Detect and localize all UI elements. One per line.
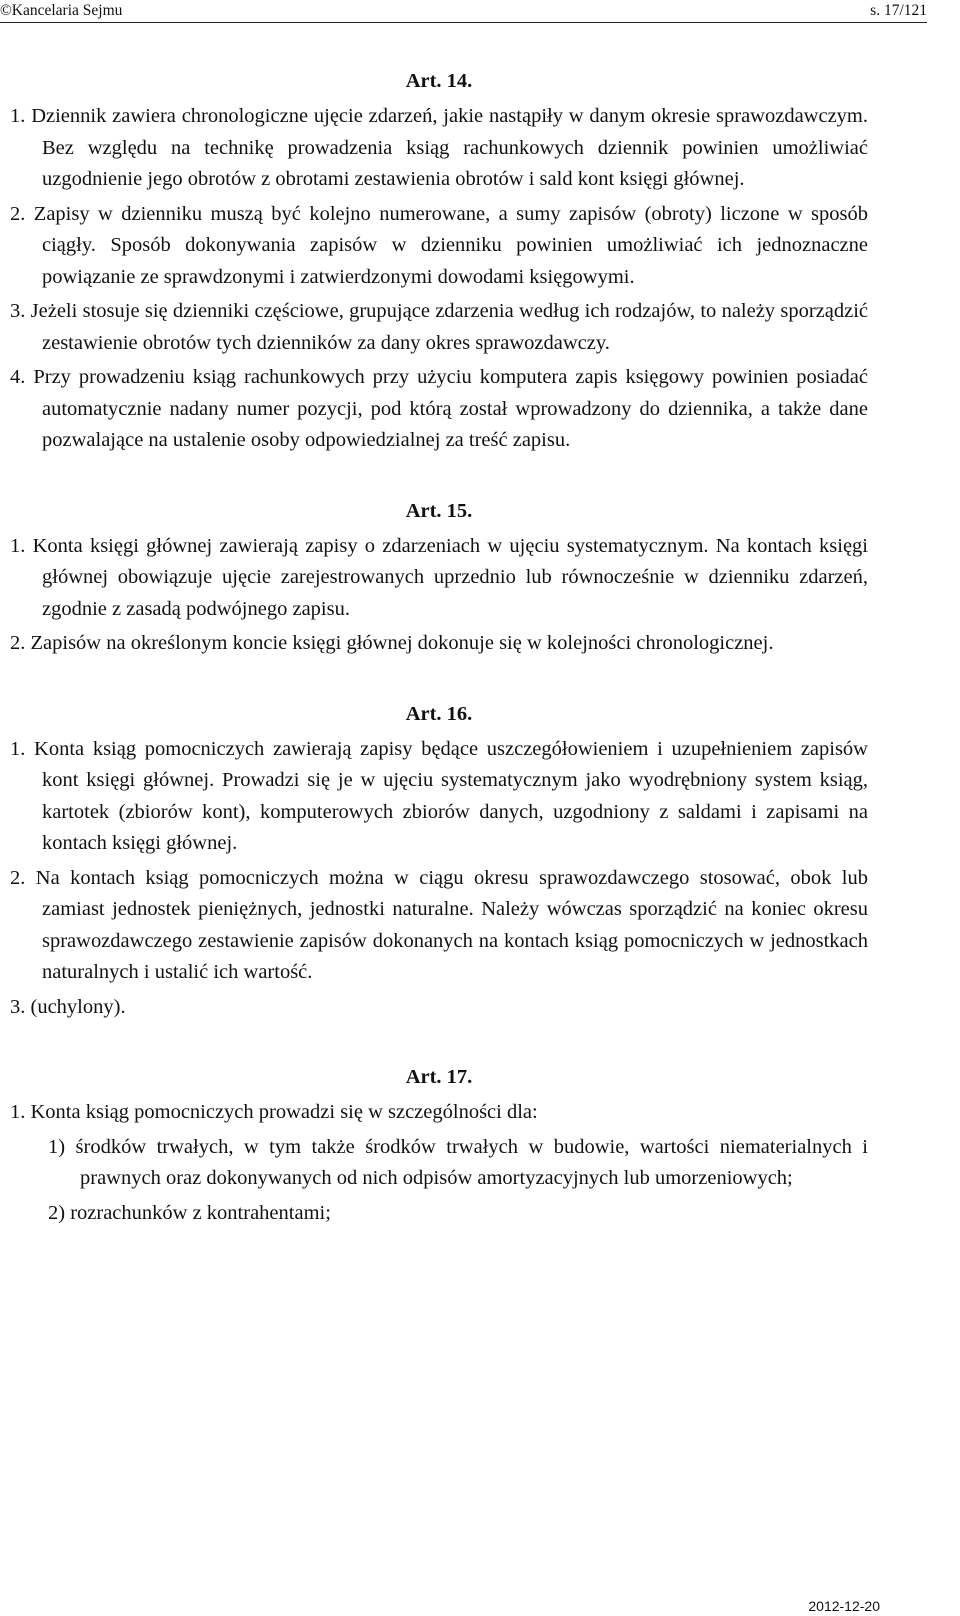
article-gap <box>10 460 868 496</box>
article-title: Art. 14. <box>405 70 473 92</box>
article-gap <box>10 663 868 699</box>
article-gap <box>10 1026 868 1062</box>
paragraph: 1. Konta księgi głównej zawierają zapisy o zdarzeniach w ujęciu systematycznym. Na kontach księgi głównej obowiązuje ujęcie zarejestrowanych uprzednio lub równocześnie w dzienniku zdarzeń, zgodnie z zasadą podwójnego zapisu. <box>10 534 868 620</box>
article-16 <box>10 699 868 1024</box>
header-rule <box>0 22 927 23</box>
article-title: Art. 16. <box>405 702 473 725</box>
article-title: Art. 15. <box>405 499 473 522</box>
article-17 <box>10 1062 868 1229</box>
paragraph: 1. Konta ksiąg pomocniczych prowadzi się w szczególności dla: <box>10 1101 538 1123</box>
article-15 <box>10 496 868 660</box>
footer-date: 2012-12-20 <box>808 1598 880 1614</box>
list-item: 2) rozrachunków z kontrahentami; <box>48 1201 331 1224</box>
list-item: 1) środków trwałych, w tym także środków trwałych w budowie, wartości niematerialnych i prawnych oraz dokonywanych od nich odpisów amortyzacyjnych lub umorzeniowych; <box>48 1135 868 1189</box>
page-number: s. 17/121 <box>870 2 927 19</box>
paragraph: 2. Na kontach ksiąg pomocniczych można w ciągu okresu sprawozdawczego stosować, obok lub zamiast jednostek pieniężnych, jednostki naturalne. Należy wówczas sporządzić na koniec okresu sprawozdawczego zestawienie zapisów dokonanych na kontach ksiąg pomocniczych w jednostkach naturalnych i ustalić ich wartość. <box>10 866 868 983</box>
source-label: ©Kancelaria Sejmu <box>0 2 123 19</box>
article-14 <box>10 66 868 457</box>
paragraph: 2. Zapisy w dzienniku muszą być kolejno numerowane, a sumy zapisów (obroty) liczone w sposób ciągły. Sposób dokonywania zapisów w dzienniku powinien umożliwiać ich jednoznaczne powiązanie ze sprawdzonymi i zatwierdzonymi dowodami księgowymi. <box>10 202 868 288</box>
paragraph: 3. Jeżeli stosuje się dzienniki częściowe, grupujące zdarzenia według ich rodzajów, to należy sporządzić zestawienie obrotów tych dzienników za dany okres sprawozdawczy. <box>10 300 868 354</box>
paragraph: 1. Konta ksiąg pomocniczych zawierają zapisy będące uszczegółowieniem i uzupełnieniem zapisów kont księgi głównej. Prowadzi się je w ujęciu systematycznym jako wyodrębniony system ksiąg, kartotek (zbiorów kont), komputerowych zbiorów danych, uzgodniony z saldami i zapisami na kontach księgi głównej. <box>10 737 868 854</box>
paragraph: 1. Dziennik zawiera chronologiczne ujęcie zdarzeń, jakie nastąpiły w danym okresie sprawozdawczym. Bez względu na technikę prowadzenia ksiąg rachunkowych dziennik powinien umożliwiać uzgodnienie jego obrotów z obrotami zestawienia obrotów i sald kont księgi głównej. <box>10 105 868 190</box>
paragraph: 4. Przy prowadzeniu ksiąg rachunkowych przy użyciu komputera zapis księgowy powinien posiadać automatycznie nadany numer pozycji, pod którą został wprowadzony do dziennika, a także dane pozwalające na ustalenie osoby odpowiedzialnej za treść zapisu. <box>10 366 868 451</box>
paragraph: 3. (uchylony). <box>10 995 126 1018</box>
article-title: Art. 17. <box>405 1066 473 1088</box>
page-header <box>0 0 960 22</box>
paragraph: 2. Zapisów na określonym koncie księgi głównej dokonuje się w kolejności chronologicznej. <box>10 632 774 654</box>
document-body <box>10 66 868 1232</box>
